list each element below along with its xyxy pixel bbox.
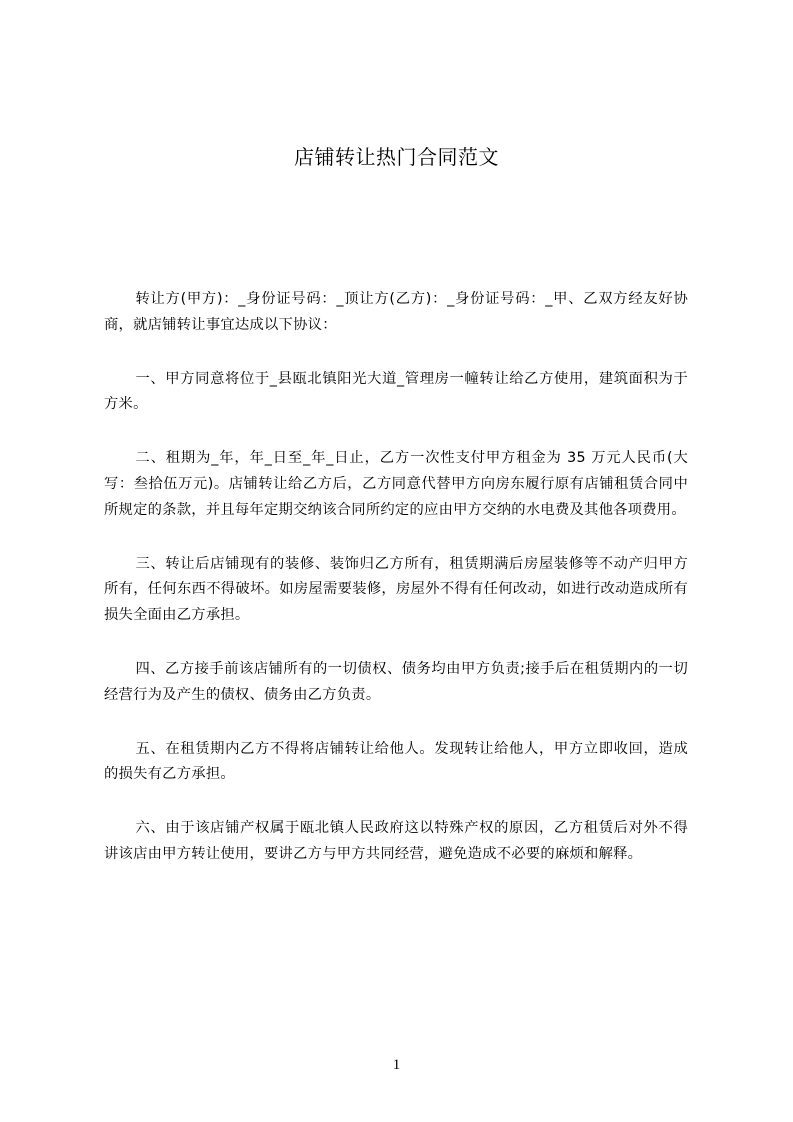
paragraph-clause-1: 一、甲方同意将位于_县瓯北镇阳光大道_管理房一幢转让给乙方使用，建筑面积为于方米。 — [104, 370, 688, 413]
document-title: 店铺转让热门合同范文 — [294, 145, 499, 169]
document-body — [104, 287, 688, 896]
paragraph-clause-4: 四、乙方接手前该店铺所有的一切债权、债务均由甲方负责;接手后在租赁期内的一切经营行为及产生的债权、债务由乙方负责。 — [104, 660, 688, 703]
paragraph-clause-3: 三、转让后店铺现有的装修、装饰归乙方所有，租赁期满后房屋装修等不动产归甲方所有，任何东西不得破坏。如房屋需要装修，房屋外不得有任何改动，如进行改动造成所有损失全面由乙方承担。 — [104, 555, 688, 624]
paragraph-clause-2: 二、租期为_年，年_日至_年_日止，乙方一次性支付甲方租金为 35 万元人民币(大写：叁拾伍万元)。店铺转让给乙方后，乙方同意代替甲方向房东履行原有店铺租赁合同中所规定的条款，并且每年定期交纳该合同所约定的应由甲方交纳的水电费及其他各项费用。 — [104, 450, 688, 518]
page-number: 1 — [392, 1057, 401, 1073]
paragraph-parties: 转让方(甲方)：_身份证号码：_顶让方(乙方)：_身份证号码：_甲、乙双方经友好协商，就店铺转让事宜达成以下协议： — [104, 291, 688, 333]
paragraph-clause-5: 五、在租赁期内乙方不得将店铺转让给他人。发现转让给他人，甲方立即收回，造成的损失有乙方承担。 — [104, 740, 688, 783]
paragraph-clause-6: 六、由于该店铺产权属于瓯北镇人民政府这以特殊产权的原因，乙方租赁后对外不得讲该店由甲方转让使用，要讲乙方与甲方共同经营，避免造成不必要的麻烦和解释。 — [104, 820, 688, 862]
